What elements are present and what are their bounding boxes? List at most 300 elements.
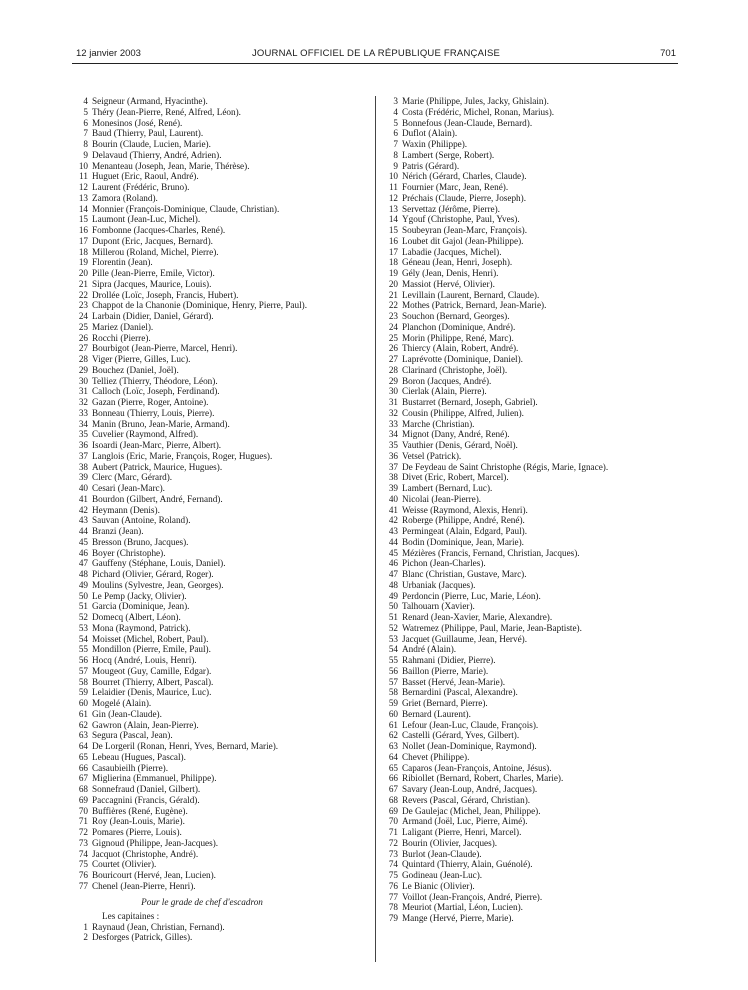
entry-number: 72 <box>388 837 398 848</box>
entry-name: Meuriot (Martial, Léon, Lucien). <box>402 902 523 913</box>
entry-name: Loubet dit Gajol (Jean-Philippe). <box>402 235 524 246</box>
entry-name: Bonnefous (Jean-Claude, Bernard). <box>402 117 533 128</box>
entry-number: 13 <box>78 192 88 203</box>
entry-number: 12 <box>388 192 398 203</box>
entry-name: Pille (Jean-Pierre, Emile, Victor). <box>92 268 215 278</box>
list-item <box>382 290 682 301</box>
entry-number: 20 <box>78 268 88 278</box>
entry-number: 24 <box>78 311 88 321</box>
entry-number: 25 <box>78 321 88 332</box>
left-column <box>72 96 368 943</box>
entry-name: Castelli (Gérard, Yves, Gilbert). <box>402 730 520 741</box>
entry-number: 61 <box>78 708 88 719</box>
list-item <box>382 150 682 161</box>
entry-name: Bourbigot (Jean-Pierre, Marcel, Henri). <box>92 343 238 354</box>
entry-name: Bourin (Claude, Lucien, Marie). <box>92 139 211 149</box>
entry-number: 79 <box>388 913 398 923</box>
entry-number: 19 <box>388 268 398 278</box>
list-item <box>72 214 368 225</box>
list-item <box>72 386 368 397</box>
entry-name: Clerc (Marc, Gérard). <box>92 472 173 483</box>
entry-number: 69 <box>388 805 398 816</box>
entry-name: Levillain (Laurent, Bernard, Claude). <box>402 289 540 300</box>
entry-number: 4 <box>83 96 88 106</box>
entry-name: De Gaulejac (Michel, Jean, Philippe). <box>402 805 541 816</box>
list-item <box>382 333 682 344</box>
entry-number: 56 <box>388 665 398 676</box>
entry-name: Laumont (Jean-Luc, Michel). <box>92 214 201 225</box>
entry-name: Cousin (Philippe, Alfred, Julien). <box>402 407 524 418</box>
entry-name: Ygouf (Christophe, Paul, Yves). <box>402 214 520 225</box>
entry-number: 45 <box>78 536 88 547</box>
list-item <box>382 784 682 795</box>
entry-number: 28 <box>78 354 88 364</box>
entry-name: Bodin (Dominique, Jean, Marie). <box>402 536 524 547</box>
entry-name: Caparos (Jean-François, Antoine, Jésus). <box>402 762 552 773</box>
entry-name: Bresson (Bruno, Jacques). <box>92 536 189 547</box>
entry-number: 70 <box>78 805 88 816</box>
list-item <box>382 376 682 387</box>
entry-number: 57 <box>388 676 398 687</box>
entry-number: 14 <box>78 203 88 214</box>
list-item <box>382 515 682 526</box>
entry-name: Mougeot (Guy, Camille, Edgar). <box>92 665 212 676</box>
list-item <box>382 558 682 569</box>
entry-number: 9 <box>393 160 398 171</box>
list-item <box>72 591 368 602</box>
entry-number: 64 <box>78 741 88 751</box>
list-item <box>382 419 682 430</box>
entry-name: Miglierina (Emmanuel, Philippe). <box>92 773 217 784</box>
list-item <box>72 515 368 526</box>
entry-number: 27 <box>78 343 88 354</box>
entry-name: Duflot (Alain). <box>402 128 458 139</box>
entry-number: 16 <box>78 225 88 235</box>
entry-number: 27 <box>388 354 398 364</box>
entry-number: 42 <box>78 504 88 515</box>
list-item <box>382 311 682 322</box>
list-item <box>382 386 682 397</box>
entry-name: Gély (Jean, Denis, Henri). <box>402 268 499 278</box>
entry-number: 77 <box>78 880 88 891</box>
list-item <box>72 677 368 688</box>
entry-number: 77 <box>388 891 398 902</box>
entry-number: 23 <box>78 300 88 311</box>
list-item <box>382 225 682 236</box>
entry-name: Lelaidier (Denis, Maurice, Luc). <box>92 687 212 698</box>
entry-name: Perdoncin (Pierre, Luc, Marie, Léon). <box>402 590 541 601</box>
journal-title: JOURNAL OFFICIEL DE LA RÉPUBLIQUE FRANÇAISE <box>251 48 501 59</box>
list-item <box>382 795 682 806</box>
entry-number: 6 <box>83 117 88 128</box>
list-item <box>382 171 682 182</box>
entry-name: Théry (Jean-Pierre, René, Alfred, Léon). <box>92 106 241 117</box>
entry-name: Florentin (Jean). <box>92 257 153 268</box>
list-item <box>72 397 368 408</box>
entry-number: 49 <box>388 590 398 601</box>
entry-name: Bonneau (Thierry, Louis, Pierre). <box>92 407 215 418</box>
entry-number: 32 <box>388 407 398 418</box>
list-item <box>382 365 682 376</box>
entry-number: 25 <box>388 332 398 343</box>
list-item <box>382 902 682 913</box>
list-item <box>72 311 368 322</box>
entry-number: 6 <box>393 128 398 139</box>
entry-name: Roy (Jean-Louis, Marie). <box>92 816 185 827</box>
entry-name: Millerou (Roland, Michel, Pierre). <box>92 246 219 257</box>
entry-name: Clarinard (Christophe, Joël). <box>402 364 508 375</box>
entry-number: 42 <box>388 515 398 526</box>
list-item <box>72 827 368 838</box>
list-item <box>72 709 368 720</box>
list-item <box>382 300 682 311</box>
list-item <box>382 397 682 408</box>
entry-name: Géneau (Jean, Henri, Joseph). <box>402 257 513 268</box>
entry-name: Casaubieilh (Pierre). <box>92 762 169 773</box>
list-item <box>72 290 368 301</box>
entry-number: 1 <box>83 921 88 932</box>
entry-name: Sonnefraud (Daniel, Gilbert). <box>92 784 201 794</box>
entry-number: 67 <box>78 773 88 784</box>
entry-number: 26 <box>78 332 88 343</box>
entry-number: 34 <box>388 429 398 440</box>
entry-number: 63 <box>388 741 398 751</box>
entry-name: Moulins (Sylvestre, Jean, Georges). <box>92 579 224 590</box>
list-item <box>72 247 368 258</box>
page-number: 701 <box>660 48 676 59</box>
list-item <box>382 666 682 677</box>
entry-number: 14 <box>388 214 398 225</box>
entry-number: 52 <box>388 622 398 633</box>
entry-number: 37 <box>78 450 88 461</box>
entry-name: André (Alain). <box>402 644 457 655</box>
entry-name: Morin (Philippe, René, Marc). <box>402 332 514 343</box>
entry-number: 35 <box>78 429 88 440</box>
section-title: Pour le grade de chef d'escadron <box>141 896 263 907</box>
entry-number: 59 <box>78 687 88 698</box>
entry-number: 47 <box>78 558 88 569</box>
entry-name: Monnier (François-Dominique, Claude, Christian). <box>92 203 280 214</box>
entry-name: Cierlak (Alain, Pierre). <box>402 386 487 397</box>
entry-name: Marie (Philippe, Jules, Jacky, Ghislain). <box>402 96 549 106</box>
list-item <box>72 118 368 129</box>
entry-name: Mogelé (Alain). <box>92 698 152 708</box>
entry-name: Baillon (Pierre, Marie). <box>402 665 489 676</box>
list-item <box>382 161 682 172</box>
list-item <box>72 333 368 344</box>
list-item <box>72 96 368 107</box>
entry-name: Garcia (Dominique, Jean). <box>92 601 190 612</box>
list-item <box>382 827 682 838</box>
entry-name: Gignoud (Philippe, Jean-Jacques). <box>92 837 219 848</box>
list-item <box>72 558 368 569</box>
list-item <box>72 806 368 817</box>
list-item <box>72 494 368 505</box>
entry-name: Gazan (Pierre, Roger, Antoine). <box>92 397 209 407</box>
list-item <box>382 881 682 892</box>
list-item <box>382 139 682 150</box>
list-item <box>72 204 368 215</box>
list-item <box>72 580 368 591</box>
list-item <box>72 376 368 387</box>
entry-number: 54 <box>388 644 398 655</box>
list-item <box>72 752 368 763</box>
list-item <box>382 892 682 903</box>
entry-name: Renard (Jean-Xavier, Marie, Alexandre). <box>402 612 553 622</box>
entry-number: 11 <box>79 171 88 182</box>
list-item <box>382 128 682 139</box>
entry-name: Nollet (Jean-Dominique, Raymond). <box>402 741 537 751</box>
list-item <box>382 483 682 494</box>
entry-name: Jacquot (Christophe, André). <box>92 848 199 859</box>
list-item <box>72 698 368 709</box>
entry-name: Sauvan (Antoine, Roland). <box>92 515 191 526</box>
entry-name: Monesinos (José, René). <box>92 117 183 128</box>
entry-number: 56 <box>78 655 88 665</box>
list-item <box>382 354 682 365</box>
entry-number: 11 <box>389 182 398 192</box>
entry-name: Armand (Joël, Luc, Pierre, Aimé). <box>402 816 528 827</box>
entry-number: 20 <box>388 278 398 289</box>
list-item <box>72 763 368 774</box>
list-item <box>72 526 368 537</box>
header-date: 12 janvier 2003 <box>76 48 141 59</box>
entry-name: Quintard (Thierry, Alain, Guénolé). <box>402 859 533 870</box>
entry-number: 43 <box>388 526 398 536</box>
list-item <box>72 257 368 268</box>
list-item <box>72 171 368 182</box>
entry-number: 30 <box>388 386 398 397</box>
list-item <box>382 247 682 258</box>
list-item <box>382 472 682 483</box>
entry-name: Seigneur (Armand, Hyacinthe). <box>92 96 208 106</box>
header-rule <box>72 63 678 64</box>
list-item <box>72 537 368 548</box>
entry-number: 51 <box>388 612 398 622</box>
entry-number: 58 <box>78 676 88 687</box>
entry-name: Langlois (Eric, Marie, François, Roger, Hugues). <box>92 450 273 461</box>
entry-number: 48 <box>78 569 88 579</box>
list-item <box>72 354 368 365</box>
entry-name: Fombonne (Jacques-Charles, René). <box>92 225 226 235</box>
entry-name: Boron (Jacques, André). <box>402 375 492 386</box>
list-item <box>382 806 682 817</box>
entry-name: Préchais (Claude, Pierre, Joseph). <box>402 192 526 203</box>
entry-name: Mignot (Dany, André, René). <box>402 429 510 440</box>
entry-number: 22 <box>78 289 88 300</box>
list-item <box>72 419 368 430</box>
entry-number: 60 <box>78 698 88 708</box>
entry-number: 39 <box>78 472 88 483</box>
list-item <box>382 429 682 440</box>
entry-name: Costa (Frédéric, Michel, Ronan, Marius). <box>402 106 555 117</box>
list-item <box>382 96 682 107</box>
entry-name: Godineau (Jean-Luc). <box>402 870 483 880</box>
entry-number: 13 <box>388 203 398 214</box>
list-item <box>382 257 682 268</box>
entry-number: 8 <box>393 149 398 160</box>
entry-number: 59 <box>388 698 398 708</box>
entry-name: Permingeat (Alain, Edgard, Paul). <box>402 526 528 536</box>
entry-number: 3 <box>393 96 398 106</box>
list-item <box>72 784 368 795</box>
entry-name: Mézières (Francis, Fernand, Christian, Jacques). <box>402 547 580 558</box>
list-item <box>382 182 682 193</box>
entry-name: Mange (Hervé, Pierre, Marie). <box>402 913 514 923</box>
list-item <box>382 763 682 774</box>
entry-number: 48 <box>388 579 398 590</box>
entry-number: 54 <box>78 633 88 644</box>
entry-name: Gawron (Alain, Jean-Pierre). <box>92 719 199 730</box>
list-item <box>382 580 682 591</box>
entry-number: 22 <box>388 300 398 311</box>
list-item <box>72 268 368 279</box>
entry-name: Ribiollet (Bernard, Robert, Charles, Marie). <box>402 773 564 784</box>
entry-name: Basset (Hervé, Jean-Marie). <box>402 676 506 687</box>
entry-name: Bouricourt (Hervé, Jean, Lucien). <box>92 870 216 880</box>
list-item <box>382 569 682 580</box>
entry-name: Souchon (Bernard, Georges). <box>402 311 510 321</box>
entry-name: Domecq (Albert, Léon). <box>92 612 181 622</box>
entry-number: 45 <box>388 547 398 558</box>
list-item <box>382 741 682 752</box>
entry-number: 38 <box>78 461 88 472</box>
entry-name: Fournier (Marc, Jean, René). <box>402 182 509 192</box>
list-item <box>382 505 682 516</box>
entry-name: Vetsel (Patrick). <box>402 450 462 461</box>
entry-name: Boyer (Christophe). <box>92 547 166 558</box>
entry-name: Rahmani (Didier, Pierre). <box>402 655 496 665</box>
entry-number: 69 <box>78 794 88 805</box>
entry-number: 17 <box>78 235 88 246</box>
entry-number: 47 <box>388 569 398 579</box>
entry-name: Griet (Bernard, Pierre). <box>402 698 488 708</box>
list-item <box>72 225 368 236</box>
entry-number: 44 <box>78 526 88 536</box>
entry-number: 7 <box>393 139 398 149</box>
list-item <box>382 118 682 129</box>
entry-name: Sipra (Jacques, Maurice, Louis). <box>92 278 212 289</box>
entry-name: Pichon (Jean-Charles). <box>402 558 486 569</box>
list-item <box>382 816 682 827</box>
entry-number: 31 <box>78 386 88 397</box>
list-item <box>72 343 368 354</box>
entry-number: 5 <box>83 106 88 117</box>
list-item <box>72 451 368 462</box>
entry-name: Moisset (Michel, Robert, Paul). <box>92 633 209 644</box>
entry-number: 24 <box>388 321 398 332</box>
entry-name: Weisse (Raymond, Alexis, Henri). <box>402 504 528 515</box>
entry-name: Patris (Gérard). <box>402 160 460 171</box>
entry-number: 44 <box>388 536 398 547</box>
list-item <box>72 655 368 666</box>
entry-name: Rocchi (Pierre). <box>92 332 151 343</box>
list-item <box>382 655 682 666</box>
entry-name: Aubert (Patrick, Maurice, Hugues). <box>92 461 223 472</box>
list-item <box>72 300 368 311</box>
list-item <box>72 795 368 806</box>
entry-name: Chenel (Jean-Pierre, Henri). <box>92 880 196 891</box>
entry-number: 5 <box>393 117 398 128</box>
entry-number: 74 <box>78 848 88 859</box>
entry-name: Lefour (Jean-Luc, Claude, François). <box>402 719 539 730</box>
list-item <box>382 644 682 655</box>
entry-number: 23 <box>388 311 398 321</box>
entry-name: Laurent (Frédéric, Bruno). <box>92 182 190 192</box>
list-item <box>72 932 368 943</box>
list-item <box>72 730 368 741</box>
list-item <box>382 752 682 763</box>
entry-name: Le Bianic (Olivier). <box>402 880 475 891</box>
list-item <box>382 730 682 741</box>
entry-number: 34 <box>78 418 88 429</box>
entry-name: Chappot de la Chanonie (Dominique, Henry, Pierre, Paul). <box>92 300 308 311</box>
entry-name: Bernard (Laurent). <box>402 708 471 719</box>
entry-name: Roberge (Philippe, André, René). <box>402 515 525 526</box>
entry-number: 49 <box>78 579 88 590</box>
entry-name: Pichard (Olivier, Gérard, Roger). <box>92 569 214 579</box>
entry-number: 55 <box>388 655 398 665</box>
list-item <box>72 859 368 870</box>
entry-name: Burlot (Jean-Claude). <box>402 848 482 859</box>
entry-name: Menanteau (Joseph, Jean, Marie, Thérèse). <box>92 160 250 171</box>
entry-number: 40 <box>78 483 88 493</box>
list-item <box>382 870 682 881</box>
entry-number: 7 <box>83 128 88 139</box>
entry-name: Laprévotte (Dominique, Daniel). <box>402 354 523 364</box>
list-item <box>72 569 368 580</box>
list-item <box>72 128 368 139</box>
list-item <box>382 838 682 849</box>
list-item <box>72 182 368 193</box>
entry-name: Lebeau (Hugues, Pascal). <box>92 751 186 762</box>
entry-name: Bouchez (Daniel, Joël). <box>92 364 179 375</box>
entry-name: Waxin (Philippe). <box>402 139 468 149</box>
list-item <box>382 720 682 731</box>
entry-name: Talhouarn (Xavier). <box>402 601 475 612</box>
entry-number: 50 <box>78 590 88 601</box>
list-item <box>382 193 682 204</box>
entry-number: 51 <box>78 601 88 612</box>
entry-name: Bourret (Thierry, Albert, Pascal). <box>92 676 214 687</box>
entry-number: 52 <box>78 612 88 622</box>
list-item <box>382 537 682 548</box>
entry-name: Paccagnini (Francis, Gérald). <box>92 794 200 805</box>
entry-name: Lambert (Bernard, Luc). <box>402 483 493 493</box>
list-item <box>382 913 682 924</box>
entry-number: 73 <box>78 837 88 848</box>
list-item <box>72 483 368 494</box>
entry-number: 75 <box>78 859 88 870</box>
list-item <box>72 429 368 440</box>
entry-name: Le Pemp (Jacky, Olivier). <box>92 590 187 601</box>
entry-name: Hocq (André, Louis, Henri). <box>92 655 197 665</box>
entry-number: 58 <box>388 687 398 698</box>
entry-name: Soubeyran (Jean-Marc, François). <box>402 225 528 235</box>
right-column <box>382 96 682 924</box>
entry-number: 18 <box>78 246 88 257</box>
entry-number: 65 <box>78 751 88 762</box>
entry-name: Bustarret (Bernard, Joseph, Gabriel). <box>402 397 538 407</box>
entry-number: 10 <box>78 160 88 171</box>
list-item <box>72 612 368 623</box>
entry-number: 71 <box>388 827 398 837</box>
entry-number: 67 <box>388 784 398 794</box>
entry-number: 8 <box>83 139 88 149</box>
entry-name: Bourdon (Gilbert, André, Fernand). <box>92 493 223 504</box>
list-item <box>72 687 368 698</box>
list-item <box>72 644 368 655</box>
